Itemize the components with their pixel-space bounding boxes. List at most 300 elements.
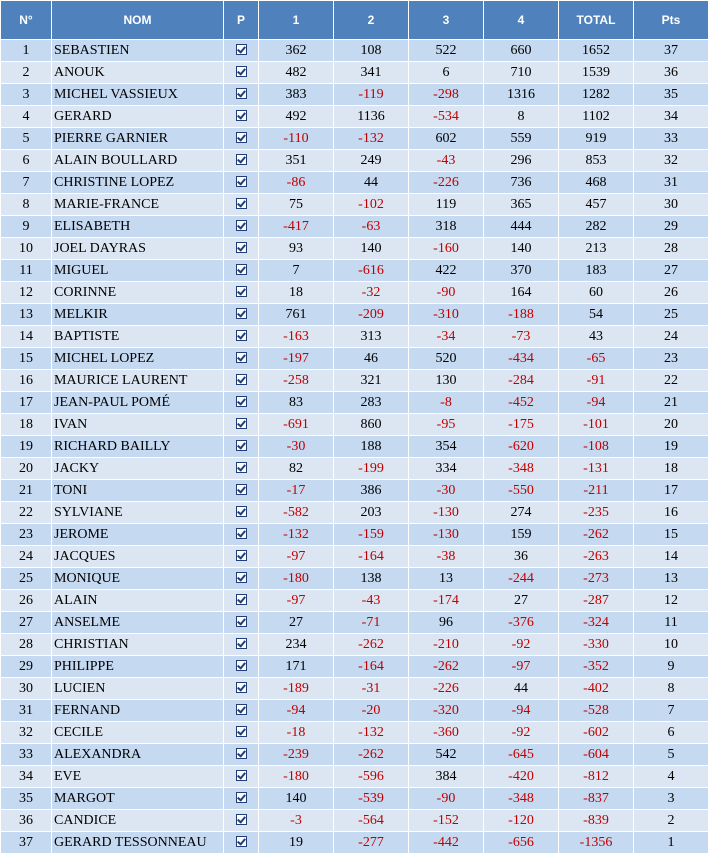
checkbox-checked-icon[interactable]: [236, 352, 247, 363]
total-cell: -602: [559, 722, 634, 744]
presence-cell: [224, 788, 259, 810]
points-cell: 4: [634, 766, 708, 788]
table-row[interactable]: [1, 568, 708, 590]
table-row[interactable]: [1, 238, 708, 260]
round-2-cell: 313: [334, 326, 409, 348]
total-cell: -837: [559, 788, 634, 810]
table-row[interactable]: [1, 40, 708, 62]
presence-cell: [224, 194, 259, 216]
table-row[interactable]: [1, 634, 708, 656]
round-4-cell: 710: [484, 62, 559, 84]
table-row[interactable]: [1, 788, 708, 810]
player-name-cell: ELISABETH: [52, 216, 224, 238]
total-cell: -812: [559, 766, 634, 788]
checkbox-checked-icon[interactable]: [236, 638, 247, 649]
checkbox-checked-icon[interactable]: [236, 66, 247, 77]
round-4-cell: -175: [484, 414, 559, 436]
round-1-cell: 7: [259, 260, 334, 282]
checkbox-checked-icon[interactable]: [236, 748, 247, 759]
checkbox-checked-icon[interactable]: [236, 682, 247, 693]
rank-cell: 25: [1, 568, 52, 590]
player-name-cell: CECILE: [52, 722, 224, 744]
rank-cell: 12: [1, 282, 52, 304]
rank-cell: 22: [1, 502, 52, 524]
table-row[interactable]: [1, 458, 708, 480]
player-name-cell: SEBASTIEN: [52, 40, 224, 62]
round-2-cell: 249: [334, 150, 409, 172]
table-row[interactable]: [1, 106, 708, 128]
checkbox-checked-icon[interactable]: [236, 660, 247, 671]
total-cell: 1282: [559, 84, 634, 106]
rank-cell: 36: [1, 810, 52, 832]
round-3-cell: -130: [409, 502, 484, 524]
table-row[interactable]: [1, 348, 708, 370]
header-name[interactable]: NOM: [52, 1, 224, 40]
checkbox-checked-icon[interactable]: [236, 330, 247, 341]
round-3-cell: -320: [409, 700, 484, 722]
rank-cell: 29: [1, 656, 52, 678]
round-4-cell: -348: [484, 788, 559, 810]
total-cell: -330: [559, 634, 634, 656]
points-cell: 2: [634, 810, 708, 832]
checkbox-checked-icon[interactable]: [236, 88, 247, 99]
round-3-cell: 602: [409, 128, 484, 150]
header-points[interactable]: Pts: [634, 1, 708, 40]
presence-cell: [224, 766, 259, 788]
round-2-cell: -32: [334, 282, 409, 304]
points-cell: 24: [634, 326, 708, 348]
round-4-cell: -645: [484, 744, 559, 766]
checkbox-checked-icon[interactable]: [236, 440, 247, 451]
round-4-cell: -284: [484, 370, 559, 392]
round-1-cell: 83: [259, 392, 334, 414]
round-3-cell: -310: [409, 304, 484, 326]
total-cell: 468: [559, 172, 634, 194]
total-cell: 853: [559, 150, 634, 172]
player-name-cell: JOEL DAYRAS: [52, 238, 224, 260]
table-row[interactable]: [1, 810, 708, 832]
round-2-cell: -159: [334, 524, 409, 546]
round-3-cell: -152: [409, 810, 484, 832]
total-cell: -273: [559, 568, 634, 590]
player-name-cell: CHRISTIAN: [52, 634, 224, 656]
player-name-cell: FERNAND: [52, 700, 224, 722]
checkbox-checked-icon[interactable]: [236, 528, 247, 539]
table-row[interactable]: [1, 744, 708, 766]
total-cell: 1652: [559, 40, 634, 62]
round-4-cell: -188: [484, 304, 559, 326]
points-cell: 6: [634, 722, 708, 744]
presence-cell: [224, 370, 259, 392]
player-name-cell: RICHARD BAILLY: [52, 436, 224, 458]
total-cell: -65: [559, 348, 634, 370]
checkbox-checked-icon[interactable]: [236, 176, 247, 187]
round-2-cell: 321: [334, 370, 409, 392]
round-4-cell: 164: [484, 282, 559, 304]
total-cell: 183: [559, 260, 634, 282]
table-row[interactable]: [1, 766, 708, 788]
player-name-cell: ALEXANDRA: [52, 744, 224, 766]
rank-cell: 11: [1, 260, 52, 282]
round-2-cell: 860: [334, 414, 409, 436]
table-row[interactable]: [1, 216, 708, 238]
total-cell: -839: [559, 810, 634, 832]
player-name-cell: ALAIN BOULLARD: [52, 150, 224, 172]
rank-cell: 4: [1, 106, 52, 128]
round-3-cell: -90: [409, 788, 484, 810]
presence-cell: [224, 568, 259, 590]
round-3-cell: 522: [409, 40, 484, 62]
round-1-cell: -163: [259, 326, 334, 348]
round-4-cell: 44: [484, 678, 559, 700]
table-row[interactable]: [1, 590, 708, 612]
checkbox-checked-icon[interactable]: [236, 770, 247, 781]
player-name-cell: TONI: [52, 480, 224, 502]
round-3-cell: -360: [409, 722, 484, 744]
points-cell: 33: [634, 128, 708, 150]
round-2-cell: -71: [334, 612, 409, 634]
round-2-cell: -102: [334, 194, 409, 216]
rank-cell: 6: [1, 150, 52, 172]
round-4-cell: -92: [484, 722, 559, 744]
checkbox-checked-icon[interactable]: [236, 154, 247, 165]
checkbox-checked-icon[interactable]: [236, 462, 247, 473]
round-2-cell: -43: [334, 590, 409, 612]
round-3-cell: 354: [409, 436, 484, 458]
round-2-cell: 386: [334, 480, 409, 502]
checkbox-checked-icon[interactable]: [236, 44, 247, 55]
rank-cell: 28: [1, 634, 52, 656]
round-2-cell: 341: [334, 62, 409, 84]
round-2-cell: -616: [334, 260, 409, 282]
player-name-cell: SYLVIANE: [52, 502, 224, 524]
round-4-cell: -348: [484, 458, 559, 480]
points-cell: 5: [634, 744, 708, 766]
round-4-cell: -94: [484, 700, 559, 722]
presence-cell: [224, 546, 259, 568]
round-2-cell: -132: [334, 128, 409, 150]
presence-cell: [224, 436, 259, 458]
presence-cell: [224, 260, 259, 282]
header-row: [1, 1, 708, 40]
round-3-cell: 422: [409, 260, 484, 282]
table-row[interactable]: [1, 546, 708, 568]
rank-cell: 19: [1, 436, 52, 458]
checkbox-checked-icon[interactable]: [236, 836, 247, 847]
header-presence[interactable]: P: [224, 1, 259, 40]
header-round-3[interactable]: 3: [409, 1, 484, 40]
table-row[interactable]: [1, 260, 708, 282]
round-3-cell: -8: [409, 392, 484, 414]
round-2-cell: 283: [334, 392, 409, 414]
round-1-cell: -132: [259, 524, 334, 546]
points-cell: 37: [634, 40, 708, 62]
checkbox-checked-icon[interactable]: [236, 616, 247, 627]
header-round-1[interactable]: 1: [259, 1, 334, 40]
player-name-cell: PHILIPPE: [52, 656, 224, 678]
table-row[interactable]: [1, 700, 708, 722]
presence-cell: [224, 282, 259, 304]
checkbox-checked-icon[interactable]: [236, 308, 247, 319]
round-2-cell: -277: [334, 832, 409, 854]
total-cell: -287: [559, 590, 634, 612]
presence-cell: [224, 700, 259, 722]
checkbox-checked-icon[interactable]: [236, 704, 247, 715]
points-cell: 28: [634, 238, 708, 260]
round-1-cell: 362: [259, 40, 334, 62]
total-cell: -211: [559, 480, 634, 502]
round-2-cell: 140: [334, 238, 409, 260]
rank-cell: 20: [1, 458, 52, 480]
round-3-cell: 334: [409, 458, 484, 480]
rank-cell: 13: [1, 304, 52, 326]
rank-cell: 1: [1, 40, 52, 62]
round-4-cell: 140: [484, 238, 559, 260]
total-cell: 213: [559, 238, 634, 260]
round-1-cell: -30: [259, 436, 334, 458]
round-3-cell: -90: [409, 282, 484, 304]
presence-cell: [224, 722, 259, 744]
rank-cell: 14: [1, 326, 52, 348]
total-cell: 54: [559, 304, 634, 326]
table-row[interactable]: [1, 172, 708, 194]
checkbox-checked-icon[interactable]: [236, 484, 247, 495]
presence-cell: [224, 480, 259, 502]
round-4-cell: 27: [484, 590, 559, 612]
header-round-4[interactable]: 4: [484, 1, 559, 40]
player-name-cell: GERARD TESSONNEAU: [52, 832, 224, 854]
rank-cell: 33: [1, 744, 52, 766]
rank-cell: 35: [1, 788, 52, 810]
round-2-cell: -119: [334, 84, 409, 106]
table-row[interactable]: [1, 326, 708, 348]
points-cell: 34: [634, 106, 708, 128]
points-cell: 16: [634, 502, 708, 524]
round-4-cell: -92: [484, 634, 559, 656]
rank-cell: 8: [1, 194, 52, 216]
round-4-cell: 370: [484, 260, 559, 282]
table-row[interactable]: [1, 480, 708, 502]
total-cell: -528: [559, 700, 634, 722]
header-round-2[interactable]: 2: [334, 1, 409, 40]
checkbox-checked-icon[interactable]: [236, 506, 247, 517]
round-3-cell: -160: [409, 238, 484, 260]
round-3-cell: 384: [409, 766, 484, 788]
checkbox-checked-icon[interactable]: [236, 220, 247, 231]
round-2-cell: -262: [334, 744, 409, 766]
round-4-cell: -376: [484, 612, 559, 634]
presence-cell: [224, 172, 259, 194]
points-cell: 36: [634, 62, 708, 84]
round-1-cell: 93: [259, 238, 334, 260]
points-cell: 17: [634, 480, 708, 502]
round-2-cell: 46: [334, 348, 409, 370]
points-cell: 27: [634, 260, 708, 282]
round-4-cell: -73: [484, 326, 559, 348]
total-cell: 60: [559, 282, 634, 304]
player-name-cell: GERARD: [52, 106, 224, 128]
presence-cell: [224, 678, 259, 700]
player-name-cell: MAURICE LAURENT: [52, 370, 224, 392]
round-1-cell: -691: [259, 414, 334, 436]
round-1-cell: -18: [259, 722, 334, 744]
round-1-cell: -97: [259, 546, 334, 568]
round-1-cell: -417: [259, 216, 334, 238]
player-name-cell: CORINNE: [52, 282, 224, 304]
round-1-cell: 383: [259, 84, 334, 106]
round-3-cell: -95: [409, 414, 484, 436]
player-name-cell: JACKY: [52, 458, 224, 480]
player-name-cell: JACQUES: [52, 546, 224, 568]
presence-cell: [224, 392, 259, 414]
header-total[interactable]: TOTAL: [559, 1, 634, 40]
total-cell: -263: [559, 546, 634, 568]
presence-cell: [224, 590, 259, 612]
table-row[interactable]: [1, 194, 708, 216]
round-2-cell: -596: [334, 766, 409, 788]
checkbox-checked-icon[interactable]: [236, 264, 247, 275]
round-3-cell: -210: [409, 634, 484, 656]
round-4-cell: -452: [484, 392, 559, 414]
table-row[interactable]: [1, 304, 708, 326]
checkbox-checked-icon[interactable]: [236, 396, 247, 407]
table-row[interactable]: [1, 678, 708, 700]
points-cell: 23: [634, 348, 708, 370]
round-2-cell: -31: [334, 678, 409, 700]
points-cell: 7: [634, 700, 708, 722]
presence-cell: [224, 414, 259, 436]
rank-cell: 31: [1, 700, 52, 722]
points-cell: 31: [634, 172, 708, 194]
rank-cell: 5: [1, 128, 52, 150]
table-row[interactable]: [1, 370, 708, 392]
rank-cell: 16: [1, 370, 52, 392]
round-3-cell: 119: [409, 194, 484, 216]
presence-cell: [224, 40, 259, 62]
round-2-cell: -20: [334, 700, 409, 722]
round-2-cell: 138: [334, 568, 409, 590]
total-cell: -101: [559, 414, 634, 436]
checkbox-checked-icon[interactable]: [236, 814, 247, 825]
round-3-cell: 96: [409, 612, 484, 634]
presence-cell: [224, 150, 259, 172]
round-3-cell: 318: [409, 216, 484, 238]
checkbox-checked-icon[interactable]: [236, 374, 247, 385]
checkbox-checked-icon[interactable]: [236, 132, 247, 143]
table-row[interactable]: [1, 612, 708, 634]
table-row[interactable]: [1, 524, 708, 546]
points-cell: 9: [634, 656, 708, 678]
points-cell: 22: [634, 370, 708, 392]
round-4-cell: -97: [484, 656, 559, 678]
round-4-cell: 36: [484, 546, 559, 568]
table-row[interactable]: [1, 832, 708, 854]
table-row[interactable]: [1, 150, 708, 172]
checkbox-checked-icon[interactable]: [236, 286, 247, 297]
round-1-cell: -197: [259, 348, 334, 370]
table-row[interactable]: [1, 84, 708, 106]
total-cell: -108: [559, 436, 634, 458]
presence-cell: [224, 62, 259, 84]
table-row[interactable]: [1, 392, 708, 414]
player-name-cell: BAPTISTE: [52, 326, 224, 348]
round-2-cell: -164: [334, 546, 409, 568]
header-rank[interactable]: N°: [1, 1, 52, 40]
checkbox-checked-icon[interactable]: [236, 550, 247, 561]
round-1-cell: 171: [259, 656, 334, 678]
round-1-cell: -180: [259, 568, 334, 590]
round-3-cell: -130: [409, 524, 484, 546]
round-3-cell: -262: [409, 656, 484, 678]
table-row[interactable]: [1, 436, 708, 458]
player-name-cell: JEAN-PAUL POMÉ: [52, 392, 224, 414]
player-name-cell: ANSELME: [52, 612, 224, 634]
presence-cell: [224, 216, 259, 238]
table-row[interactable]: [1, 722, 708, 744]
round-1-cell: -258: [259, 370, 334, 392]
round-3-cell: 6: [409, 62, 484, 84]
table-row[interactable]: [1, 656, 708, 678]
total-cell: -94: [559, 392, 634, 414]
player-name-cell: EVE: [52, 766, 224, 788]
player-name-cell: CANDICE: [52, 810, 224, 832]
round-3-cell: 542: [409, 744, 484, 766]
presence-cell: [224, 238, 259, 260]
points-cell: 30: [634, 194, 708, 216]
round-2-cell: -164: [334, 656, 409, 678]
table-row[interactable]: [1, 128, 708, 150]
table-row[interactable]: [1, 414, 708, 436]
checkbox-checked-icon[interactable]: [236, 726, 247, 737]
round-4-cell: 444: [484, 216, 559, 238]
table-row[interactable]: [1, 282, 708, 304]
round-3-cell: 130: [409, 370, 484, 392]
presence-cell: [224, 502, 259, 524]
total-cell: -352: [559, 656, 634, 678]
round-3-cell: -534: [409, 106, 484, 128]
round-4-cell: -620: [484, 436, 559, 458]
round-1-cell: 19: [259, 832, 334, 854]
rank-cell: 32: [1, 722, 52, 744]
checkbox-checked-icon[interactable]: [236, 792, 247, 803]
checkbox-checked-icon[interactable]: [236, 110, 247, 121]
checkbox-checked-icon[interactable]: [236, 418, 247, 429]
points-cell: 8: [634, 678, 708, 700]
total-cell: -235: [559, 502, 634, 524]
total-cell: 1539: [559, 62, 634, 84]
table-row[interactable]: [1, 62, 708, 84]
checkbox-checked-icon[interactable]: [236, 594, 247, 605]
player-name-cell: MARGOT: [52, 788, 224, 810]
total-cell: 457: [559, 194, 634, 216]
round-4-cell: -244: [484, 568, 559, 590]
checkbox-checked-icon[interactable]: [236, 242, 247, 253]
round-2-cell: -262: [334, 634, 409, 656]
checkbox-checked-icon[interactable]: [236, 572, 247, 583]
points-cell: 13: [634, 568, 708, 590]
rank-cell: 21: [1, 480, 52, 502]
rank-cell: 3: [1, 84, 52, 106]
total-cell: -604: [559, 744, 634, 766]
round-1-cell: 27: [259, 612, 334, 634]
round-1-cell: 351: [259, 150, 334, 172]
table-row[interactable]: [1, 502, 708, 524]
round-1-cell: 18: [259, 282, 334, 304]
total-cell: -131: [559, 458, 634, 480]
points-cell: 21: [634, 392, 708, 414]
player-name-cell: MICHEL VASSIEUX: [52, 84, 224, 106]
checkbox-checked-icon[interactable]: [236, 198, 247, 209]
